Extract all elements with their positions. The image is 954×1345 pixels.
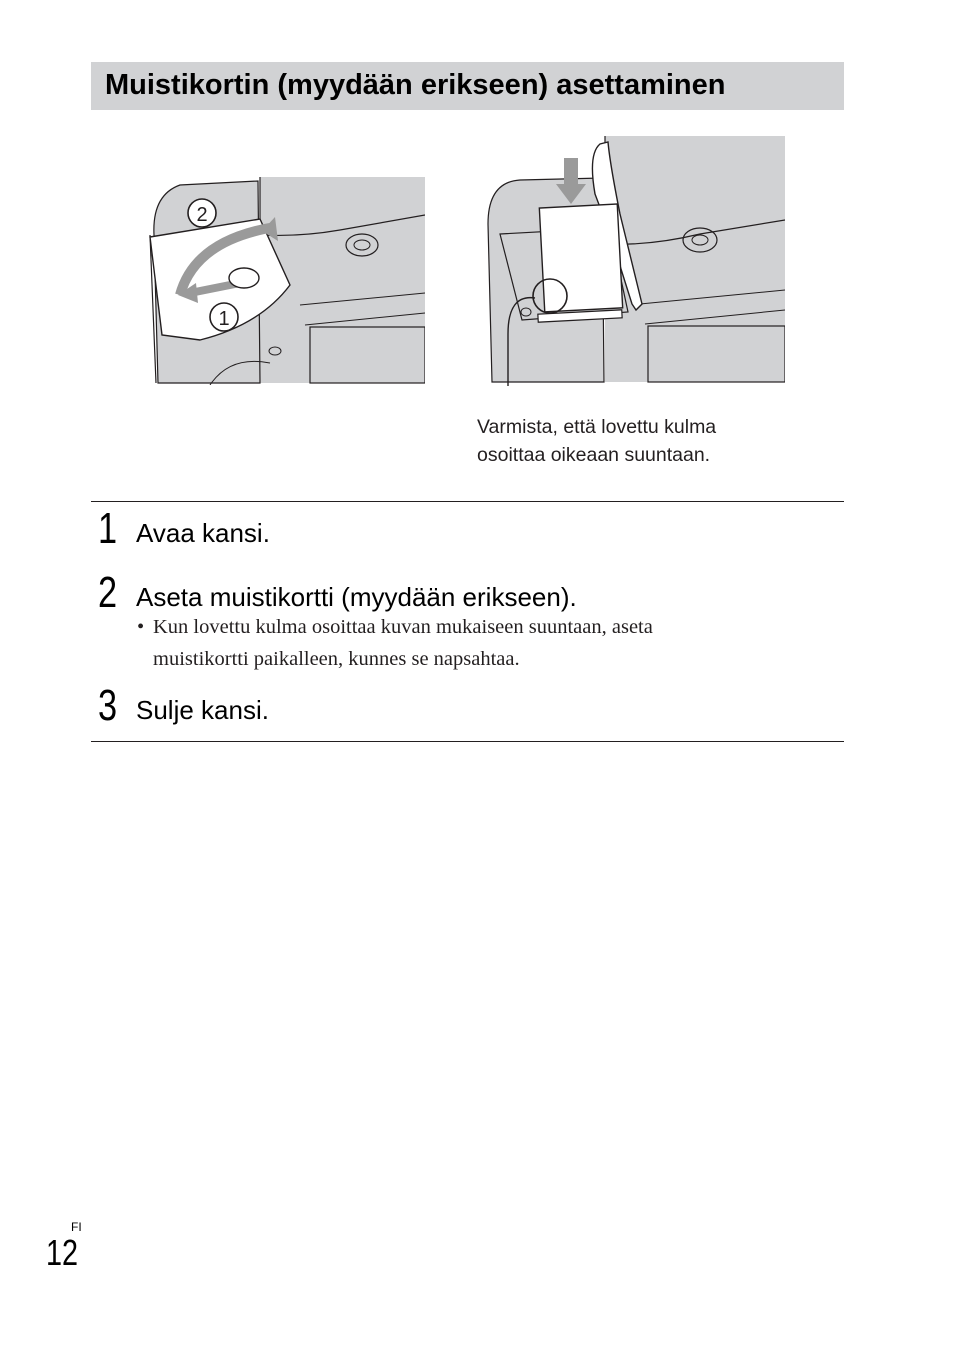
step-text: Sulje kansi. xyxy=(136,695,269,725)
camera-cover-drawing xyxy=(140,175,425,385)
caption-line-1: Varmista, että lovettu kulma xyxy=(477,416,717,438)
step-marker-1: 1 xyxy=(218,308,230,330)
note-line-2: muistikortti paikalleen, kunnes se napsahtaa. xyxy=(153,648,520,670)
divider-top xyxy=(91,501,844,502)
section-heading-bar xyxy=(91,62,844,110)
illustration-insert-card xyxy=(480,134,785,386)
step-number: 1 xyxy=(98,504,118,553)
illustration-open-cover xyxy=(140,175,425,385)
language-code: FI xyxy=(71,1220,82,1234)
caption-line-2: osoittaa oikeaan suuntaan. xyxy=(477,444,711,466)
page-number: 12 xyxy=(46,1232,79,1273)
figure-caption xyxy=(477,413,797,469)
step-marker-2: 2 xyxy=(196,204,208,226)
step-text: Avaa kansi. xyxy=(136,518,270,548)
step-text: Aseta muistikortti (myydään erikseen). xyxy=(136,582,577,612)
section-heading: Muistikortin (myydään erikseen) asettaminen xyxy=(105,69,726,101)
divider-bottom xyxy=(91,741,844,742)
bullet-symbol: • xyxy=(137,616,145,638)
card-insertion-drawing xyxy=(480,134,785,386)
step-number: 2 xyxy=(98,568,118,617)
note-line-1: Kun lovettu kulma osoittaa kuvan mukaiseen suuntaan, aseta xyxy=(153,616,653,638)
step-number: 3 xyxy=(98,681,118,730)
